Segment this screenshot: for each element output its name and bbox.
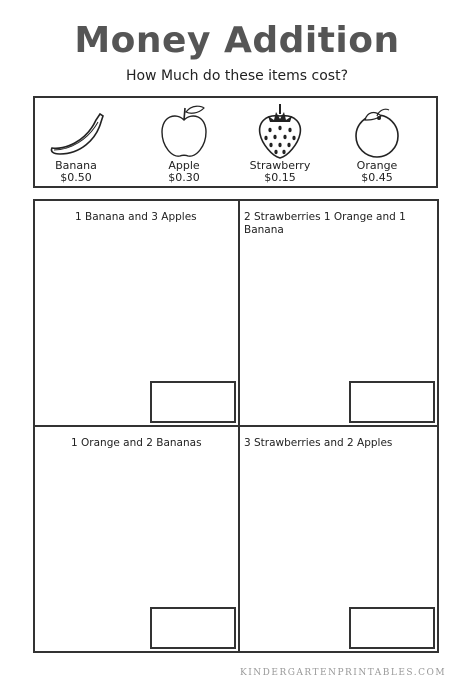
item-price: $0.45 (361, 171, 393, 184)
item-name: Orange (356, 159, 398, 172)
item-name: Strawberry (249, 159, 311, 172)
apple-label (139, 160, 229, 184)
problem-text: 1 Orange and 2 Bananas (71, 437, 202, 449)
price-list (33, 96, 438, 188)
page-title: Money Addition (74, 20, 400, 61)
price-item-apple (139, 98, 229, 186)
item-name: Banana (55, 159, 97, 172)
item-price: $0.50 (60, 171, 92, 184)
answer-box[interactable] (349, 381, 435, 423)
problem-cell-1 (35, 201, 238, 425)
answer-box[interactable] (349, 607, 435, 649)
strawberry-label (235, 160, 325, 184)
apple-icon (156, 102, 212, 160)
orange-label (332, 160, 422, 184)
item-price: $0.15 (264, 171, 296, 184)
problem-text: 3 Strawberries and 2 Apples (244, 437, 393, 449)
item-name: Apple (168, 159, 200, 172)
footer-watermark: KINDERGARTENPRINTABLES.COM (240, 668, 447, 678)
orange-icon (349, 102, 405, 160)
problem-text: 2 Strawberries 1 Orange and 1 Banana (244, 211, 406, 236)
banana-icon (46, 106, 106, 156)
problem-text: 1 Banana and 3 Apples (75, 211, 197, 223)
price-item-strawberry (235, 98, 325, 186)
price-item-banana (31, 98, 121, 186)
page-subtitle: How Much do these items cost? (125, 68, 349, 84)
strawberry-icon (254, 102, 306, 160)
answer-box[interactable] (150, 607, 236, 649)
answer-box[interactable] (150, 381, 236, 423)
banana-label (31, 160, 121, 184)
item-price: $0.30 (168, 171, 200, 184)
problem-grid (33, 199, 439, 653)
problem-cell-3 (35, 427, 238, 651)
price-item-orange (332, 98, 422, 186)
problem-cell-2 (240, 201, 437, 425)
problem-cell-4 (240, 427, 437, 651)
